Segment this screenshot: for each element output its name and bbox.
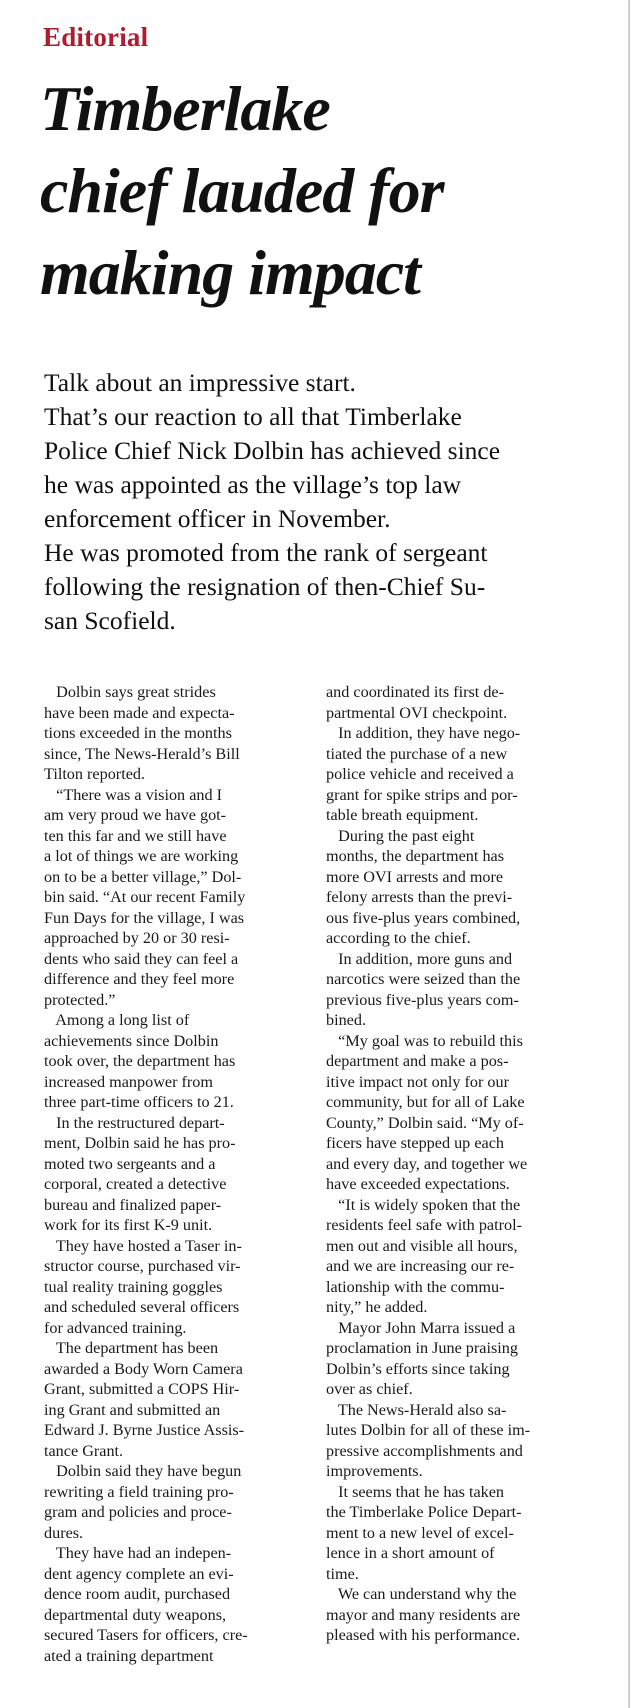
body-text-line: Edward J. Byrne Justice Assis- — [44, 1421, 245, 1439]
body-text-line: bin said. “At our recent Family — [44, 888, 246, 906]
body-text-line: more OVI arrests and more — [326, 867, 504, 886]
body-text-line: ment to a new level of excel- — [326, 1523, 514, 1542]
body-text-line: Grant, submitted a COPS Hir- — [44, 1380, 240, 1398]
body-text-line: Dolbin’s efforts since taking — [326, 1359, 510, 1378]
body-text-line: tance Grant. — [44, 1441, 124, 1460]
body-text-line: rewriting a field training pro- — [44, 1482, 234, 1501]
body-text-line: gram and policies and proce- — [44, 1503, 232, 1521]
body-text-line: felony arrests than the previ- — [326, 888, 513, 906]
body-text-line: During the past eight — [326, 826, 475, 845]
body-text-line: lence in a short amount of — [326, 1544, 495, 1562]
body-text-line: ated a training department — [44, 1646, 214, 1665]
body-text-line: increased manpower from — [44, 1072, 213, 1091]
body-text-line: residents feel safe with patrol- — [326, 1216, 522, 1234]
body-text-line: since, The News-Herald’s Bill — [44, 744, 240, 763]
section-label: Editorial — [43, 22, 149, 52]
deck-line: he was appointed as the village’s top law — [44, 470, 462, 499]
body-text-line: The News-Herald also sa- — [326, 1400, 507, 1419]
body-text-line: according to the chief. — [326, 929, 471, 947]
body-text-line: departmental duty weapons, — [44, 1605, 227, 1624]
body-text-line: over as chief. — [326, 1380, 413, 1398]
body-text-line: partmental OVI checkpoint. — [326, 703, 508, 722]
deck — [44, 366, 604, 638]
body-text-line: awarded a Body Worn Camera — [44, 1359, 243, 1378]
headline-line: making impact — [40, 237, 420, 308]
body-text-line: and scheduled several officers — [44, 1298, 240, 1316]
body-text-line: the Timberlake Police Depart- — [326, 1503, 522, 1521]
body-text-line: Dolbin said they have begun — [44, 1462, 242, 1480]
body-text-line: ment, Dolbin said he has pro- — [44, 1134, 236, 1152]
body-text-line: police vehicle and received a — [326, 765, 514, 783]
deck-line: san Scofield. — [44, 606, 176, 635]
body-text-line: and coordinated its first de- — [326, 683, 505, 701]
body-text-line: tual reality training goggles — [44, 1277, 223, 1296]
body-text-line: am very proud we have got- — [44, 806, 227, 824]
deck-line: Police Chief Nick Dolbin has achieved since — [44, 436, 501, 465]
body-text-line: pressive accomplishments and — [326, 1441, 523, 1460]
body-text-line: for advanced training. — [44, 1318, 187, 1337]
body-text-line: improvements. — [326, 1462, 423, 1480]
body-text-line: Tilton reported. — [44, 765, 146, 783]
body-text-line: ten this far and we still have — [44, 826, 227, 845]
deck-line: enforcement officer in November. — [44, 504, 391, 533]
body-text-line: “It is widely spoken that the — [326, 1195, 521, 1214]
body-text-line: It seems that he has taken — [326, 1482, 505, 1501]
body-text-line: ficers have stepped up each — [326, 1134, 504, 1152]
body-text-line: and every day, and together we — [326, 1154, 528, 1173]
body-text-line: In addition, they have nego- — [326, 724, 521, 742]
body-text-line: The department has been — [44, 1339, 219, 1357]
body-text-line: men out and visible all hours, — [326, 1236, 518, 1255]
body-text-line: nity,” he added. — [326, 1298, 428, 1316]
body-text-line: moted two sergeants and a — [44, 1154, 216, 1173]
deck-line: That’s our reaction to all that Timberlake — [44, 402, 462, 431]
body-text-line: itive impact not only for our — [326, 1072, 509, 1091]
body-text-line: a lot of things we are working — [44, 847, 239, 865]
body-text-line: protected.” — [44, 990, 116, 1009]
body-text-line: work for its first K-9 unit. — [44, 1216, 213, 1234]
body-text-line: bureau and finalized paper- — [44, 1195, 222, 1214]
body-text-line: took over, the department has — [44, 1052, 236, 1070]
body-text-line: structor course, purchased vir- — [44, 1257, 241, 1275]
body-text-line: difference and they feel more — [44, 970, 235, 988]
body-text-line: grant for spike strips and por- — [326, 785, 518, 804]
body-text-line: and we are increasing our re- — [326, 1257, 515, 1275]
body-text-line: on to be a better village,” Dol- — [44, 867, 242, 886]
body-text-line: pleased with his performance. — [326, 1626, 521, 1644]
body-text-line: table breath equipment. — [326, 806, 479, 824]
body-text-line: Dolbin says great strides — [44, 683, 216, 701]
body-text-line: They have had an indepen- — [44, 1544, 232, 1562]
body-text-line: dence room audit, purchased — [44, 1585, 231, 1603]
body-text-line: Mayor John Marra issued a — [326, 1318, 516, 1337]
deck-line: Talk about an impressive start. — [44, 368, 356, 397]
body-text-line: narcotics were seized than the — [326, 970, 521, 988]
body-text-line: have exceeded expectations. — [326, 1175, 510, 1193]
body-text-line: lationship with the commu- — [326, 1277, 505, 1296]
headline-line: chief lauded for — [40, 155, 444, 226]
body-text-line: tions exceeded in the months — [44, 724, 232, 742]
body-text-line: ing Grant and submitted an — [44, 1400, 221, 1419]
body-text-line: They have hosted a Taser in- — [44, 1236, 242, 1255]
body-text-line: Among a long list of — [44, 1011, 190, 1029]
body-text-line: dents who said they can feel a — [44, 949, 239, 968]
body-text-line: corporal, created a detective — [44, 1175, 227, 1193]
body-text-line: In addition, more guns and — [326, 949, 513, 968]
body-text-line: County,” Dolbin said. “My of- — [326, 1113, 524, 1132]
body-text-line: approached by 20 or 30 resi- — [44, 929, 230, 947]
body-text-line: secured Tasers for officers, cre- — [44, 1626, 248, 1644]
body-text-line: ous five-plus years combined, — [326, 908, 521, 927]
body-text-line: We can understand why the — [326, 1585, 517, 1603]
body-text-line: Fun Days for the village, I was — [44, 908, 245, 927]
body-text-line: previous five-plus years com- — [326, 990, 519, 1009]
headline-line: Timberlake — [40, 73, 330, 144]
body-column-right — [326, 682, 576, 1646]
body-text-line: lutes Dolbin for all of these im- — [326, 1421, 531, 1439]
body-text-line: time. — [326, 1564, 359, 1583]
body-text-line: mayor and many residents are — [326, 1605, 521, 1624]
deck-line: He was promoted from the rank of sergeant — [44, 538, 488, 567]
body-text-line: dent agency complete an evi- — [44, 1564, 234, 1583]
body-text-line: bined. — [326, 1011, 367, 1029]
body-text-line: have been made and expecta- — [44, 703, 235, 722]
body-text-line: community, but for all of Lake — [326, 1093, 525, 1111]
body-text-line: achievements since Dolbin — [44, 1031, 219, 1050]
body-text-line: months, the department has — [326, 847, 505, 865]
body-text-line: “My goal was to rebuild this — [326, 1031, 523, 1050]
body-text-line: In the restructured depart- — [44, 1113, 225, 1132]
deck-line: following the resignation of then-Chief Su- — [44, 572, 486, 601]
page-edge-rule — [628, 0, 630, 1708]
body-text-line: dures. — [44, 1523, 84, 1542]
body-text-line: “There was a vision and I — [44, 785, 222, 804]
body-text-line: department and make a pos- — [326, 1052, 509, 1070]
headline — [40, 68, 600, 314]
body-text-line: proclamation in June praising — [326, 1339, 518, 1357]
body-column-left — [44, 682, 294, 1666]
body-text-line: three part-time officers to 21. — [44, 1093, 234, 1111]
body-text-line: tiated the purchase of a new — [326, 744, 508, 763]
